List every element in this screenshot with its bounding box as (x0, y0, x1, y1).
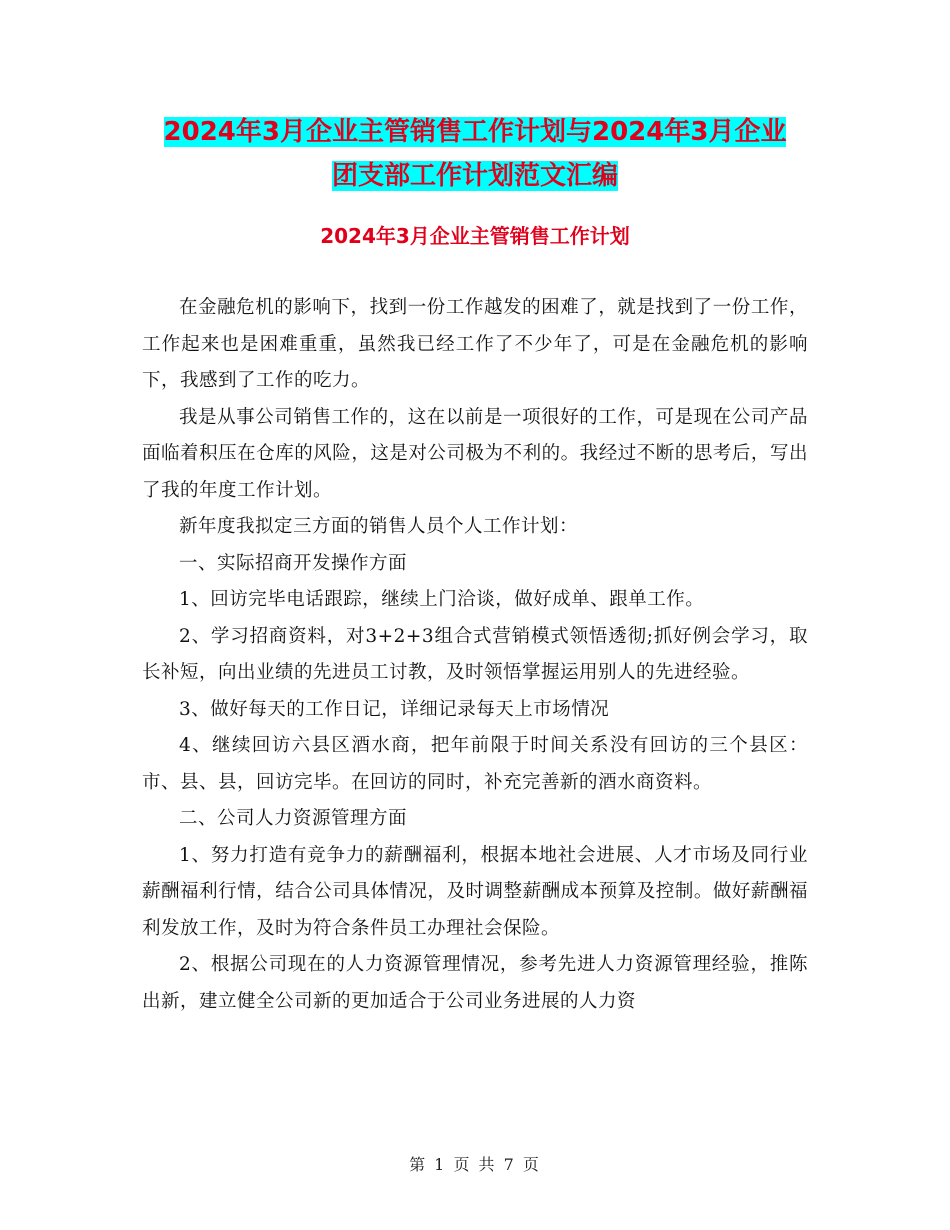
document-title-line-2-text: 团支部工作计划范文汇编 (331, 161, 618, 191)
paragraph: 我是从事公司销售工作的，这在以前是一项很好的工作，可是现在公司产品面临着积压在仓库的风险，这是对公司极为不利的。我经过不断的思考后，写出了我的年度工作计划。 (142, 406, 808, 501)
section-title: 2024年3月企业主管销售工作计划 (320, 224, 630, 248)
document-title-line-1 (0, 110, 950, 154)
paragraph: 1、回访完毕电话跟踪，继续上门洽谈，做好成单、跟单工作。 (179, 589, 705, 610)
heading-paragraph: 二、公司人力资源管理方面 (179, 808, 408, 829)
paragraph: 2、学习招商资料，对3+2+3组合式营销模式领悟透彻;抓好例会学习，取长补短，向出业绩的先进员工讨教，及时领悟掌握运用别人的先进经验。 (142, 625, 808, 683)
paragraph: 1、努力打造有竞争力的薪酬福利，根据本地社会进展、人才市场及同行业薪酬福利行情，结合公司具体情况，及时调整薪酬成本预算及控制。做好薪酬福利发放工作，及时为符合条件员工办理社会保险。 (142, 844, 808, 939)
paragraph: 4、继续回访六县区酒水商，把年前限于时间关系没有回访的三个县区：市、县、县，回访完毕。在回访的同时，补充完善新的酒水商资料。 (142, 735, 808, 793)
paragraph: 新年度我拟定三方面的销售人员个人工作计划： (179, 516, 579, 537)
heading-paragraph: 一、实际招商开发操作方面 (179, 552, 408, 574)
document-title-line-1-text: 2024年3月企业主管销售工作计划与2024年3月企业 (163, 117, 787, 147)
paragraph: 在金融危机的影响下，找到一份工作越发的困难了，就是找到了一份工作，工作起来也是困难重重，虽然我已经工作了不少年了，可是在金融危机的影响下，我感到了工作的吃力。 (142, 297, 808, 391)
paragraph: 3、做好每天的工作日记，详细记录每天上市场情况 (179, 698, 610, 720)
paragraph: 2、根据公司现在的人力资源管理情况，参考先进人力资源管理经验，推陈出新，建立健全公司新的更加适合于公司业务进展的人力资 (142, 954, 808, 1012)
page-footer: 第 1 页 共 7 页 (409, 1155, 541, 1174)
document-title-line-2 (0, 154, 950, 198)
document-body (142, 290, 808, 1020)
